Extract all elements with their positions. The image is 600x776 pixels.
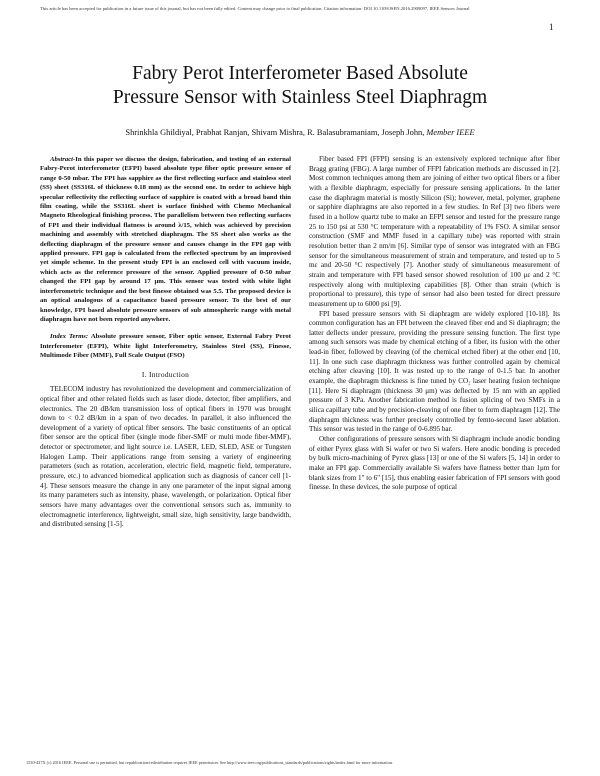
- author-list: [30, 127, 570, 138]
- index-terms-text: Absolute pressure sensor, Fiber optic sensor, External Fabry Perot Interferometer (EFPI), White light Interferometry, Stainless Steel (SS), Finesse, Multimode Fiber (MMF), Full Scale Output (FSO): [40, 333, 291, 360]
- abstract-text: -In this paper we discuss the design, fabrication, and testing of an external Fabry-Perot interferometer (EFPI) based absolute type fiber optic pressure sensor of range 0-50 mbar. The FPI has sapphire as the first reflecting surface and stainless steel (SS) sheet (SS316L of thickness 0.18 mm) as the second one. In order to achieve high specular reflectivity the reflecting surface of sapphire is coated with a broad band thin film coating, while the SS316L sheet is surface finished with Chemo Mechanical Magneto Rheological finishing process. The parallelism between two reflecting surfaces of FPI and their individual flatness is around λ/15, which was achieved by precision machining and assembly with stretched diaphragm. The SS sheet also works as the deflecting diaphragm of the pressure sensor and causes change in the FPI gap with applied pressure. FPI gap is calculated from the reflected spectrum by an improvised yet simple scheme. In the present study FPI is an enclosed cell with vacuum inside, which acts as the reference pressure of the sensor. Applied pressure of 0-50 mbar changed the FPI gap by around 17 μm. This sensor was tested with white light interferometric technique and the best finesse obtained was 5.5. The proposed device is an optical analogous of a capacitance based pressure sensor. To the best of our knowledge, FPI based absolute pressure sensors of sub atmospheric range with metal diaphragm have not been reported anywhere.: [40, 156, 291, 323]
- body-paragraph: TELECOM industry has revolutionized the development and commercialization of optical fiber and other related fields such as laser diode, detector, fiber amplifiers, and electronics. The 20 dB/km transmission loss of optical fibers in 1970 was brought down to < 0.2 dB/km in a span of two decades. In parallel, it also influenced the development of a variety of optical fiber sensors. The basic constituents of an optical fiber sensor are the optical fiber (single mode fiber-SMF or multi mode fiber-MMF), detector or spectrometer, and light source i.e. LASER, LED, SLED, ASE or Tungsten Halogen Lamp. Their applications range from sensing a variety of engineering parameters (such as rotation, acceleration, electric field, magnetic field, temperature, pressure, etc.) to advanced biomedical application such as diagnosis of cancer cell [1-4]. These sensors measure the change in any one parameter of the input signal among its many parameters such as intensity, phase, wavelength, or polarization. Optical fiber sensors have many advantages over the conventional sensors such as, immunity to electromagnetic interference, lightweight, small size, high sensitivity, large bandwidth, and distributed sensing [1-5].: [40, 385, 291, 529]
- body-paragraph: FPI based pressure sensors with Si diaphragm are widely explored [10-18]. Its common configuration has an FPI between the cleaved fiber end and Si diaphragm; the latter deflects under pressure, providing the pressure sensing function. The first type among such sensors was made by chemical etching of a fiber, its fusion with the other lead-in fiber, followed by cleaving (of the chemical etched fiber) at the other end [10, 11]. In one such case diaphragm thickness was further controlled again by chemical etching after cleaving [10]. It was tested up to the range of 0-1.5 bar. In another example, the diaphragm thickness is fine tuned by CO₂ laser heating fusion technique [11]. Here Si diaphragm (thickness 30 μm) was deflected by 15 nm with an applied pressure of 3 KPa. Another fabrication method is fusion splicing of two SMFs in a silica capillary tube and by precision-cleaving of one fiber to form diaphragm [12]. The diaphragm thickness was further precisely controlled by femto-second laser ablation. This sensor was tested in the range of 0-6.895 bar.: [309, 309, 560, 434]
- index-terms-label: Index Terms:: [50, 333, 89, 341]
- page-number: 1: [549, 22, 554, 32]
- right-column: [309, 155, 560, 493]
- author-names: Shrinkhla Ghildiyal, Prabhat Ranjan, Shivam Mishra, R. Balasubramaniam, Joseph John,: [125, 128, 427, 137]
- index-terms: [40, 332, 291, 360]
- paper-title: [30, 62, 570, 110]
- abstract: [40, 155, 291, 324]
- section-heading-introduction: I. Introduction: [141, 369, 190, 379]
- body-paragraph: Fiber based FPI (FFPI) sensing is an extensively explored technique after fiber Bragg grating (FBG). A large number of FFPI fabrication methods are discussed in [2]. Most common techniques among them are joining of either two optical fibers or a fiber with a flexible diaphragm, especially for pressure sensing applications. In the latter case the diaphragm material is mostly Silicon (Si); however, metal, polymer, graphene or sapphire diaphragms are also reported in a few studies. In Ref [3] two fibers were fused in a hollow quartz tube to make an EFPI sensor and tested for the pressure range 25 to 150 psi at 530 °C temperature with a repeatability of 1% FSO. A similar sensor construction (SMF and MMF fused in a capillary tube) was reported with strain resolution better than 2 nm/m [6]. Similar type of sensor was integrated with an FBG sensor for the simultaneous measurement of strain and temperature, and tested up to 5 mε and 20-50 °C respectively [7]. Another study of simultaneous measurement of strain and temperature with FPI based sensor showed resolution of 100 με and 2 °C respectively along with multiplexing capabilities [8]. Other than strain (which is proportional to pressure), this type of sensor had also been tested for direct pressure measurement up to 6000 psi [9].: [309, 155, 560, 308]
- abstract-label: Abstract: [50, 156, 74, 163]
- copyright-footer: 1530-437X (c) 2016 IEEE. Personal use is permitted, but republication/redistribution requires IEEE permission. See http://www.ieee.org/publications_standards/publications/rights/index.html for more information.: [26, 760, 393, 765]
- left-column: [40, 155, 291, 530]
- author-membership: Member IEEE: [426, 128, 475, 137]
- paper-title-line-1: Fabry Perot Interferometer Based Absolute: [132, 63, 468, 84]
- body-paragraph: Other configurations of pressure sensors with Si diaphragm include anodic bonding of either Pyrex glass with Si wafer or two Si wafers. Here anodic bonding is preceded by bulk micro-machining of Pyrex glass [13] or one of the Si wafers [5, 14] in order to make an FPI gap. Commercially available Si wafers have flatness better than 1μm for blank sizes from 1" to 6" [15], thus enabling easier fabrication of FPI sensors with good finesse. In these devices, the sole purpose of optical: [309, 435, 560, 492]
- paper-title-line-2: Pressure Sensor with Stainless Steel Diaphragm: [112, 87, 488, 108]
- publication-notice: This article has been accepted for publication in a future issue of this journal, but has not been fully edited. Content may change prior to final publication. Citation information: DOI 10.1109/JSEN.2016.2909097, IEEE Sensors Journal: [40, 6, 470, 11]
